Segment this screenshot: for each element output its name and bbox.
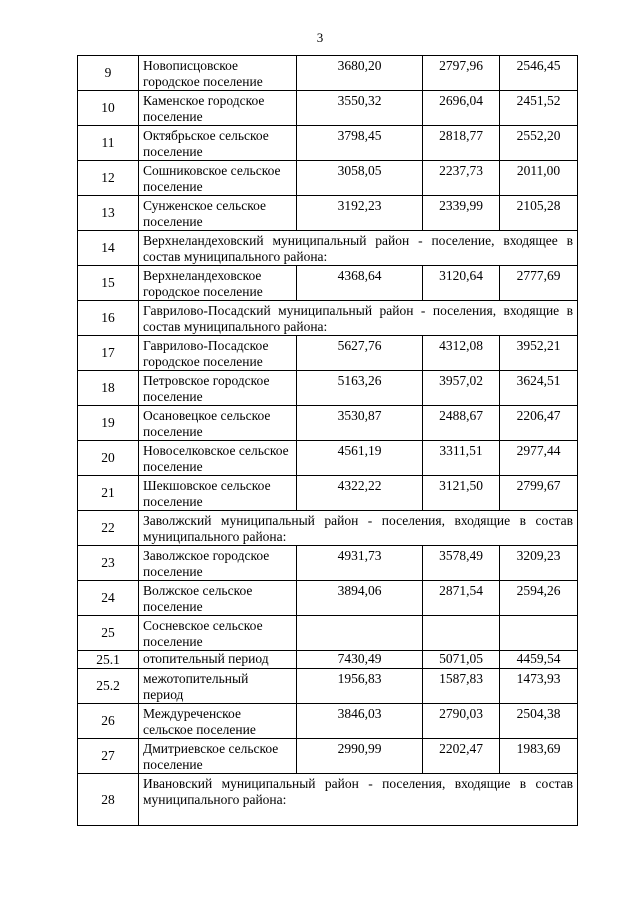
tariff-value-3: 2799,67 [500,476,578,511]
settlement-name: Новоселковское сельское поселение [139,441,297,476]
tariff-value-1: 3894,06 [297,581,423,616]
table-row [78,406,578,441]
row-number: 10 [78,91,139,126]
tariff-value-3: 2451,52 [500,91,578,126]
table-row [78,669,578,704]
tariff-value-3: 3624,51 [500,371,578,406]
row-number: 16 [78,301,139,336]
tariff-value-2: 2797,96 [423,56,500,91]
row-number: 25.2 [78,669,139,704]
tariff-value-1: 4322,22 [297,476,423,511]
tariff-value-2: 5071,05 [423,651,500,669]
tariff-value-1: 1956,83 [297,669,423,704]
tariff-value-3: 2105,28 [500,196,578,231]
settlement-name: Верхнеландеховское городское поселение [139,266,297,301]
table-row [78,616,578,651]
settlement-name: Гаврилово-Посадское городское поселение [139,336,297,371]
table-row [78,336,578,371]
row-number: 11 [78,126,139,161]
district-heading: Гаврилово-Посадский муниципальный район - поселения, входящие в состав муниципального района: [139,301,578,336]
settlement-name: отопительный период [139,651,297,669]
row-number: 23 [78,546,139,581]
row-number: 25.1 [78,651,139,669]
tariff-value-2: 3121,50 [423,476,500,511]
tariff-value-3: 3209,23 [500,546,578,581]
table-row [78,301,578,336]
tariff-value-3: 1983,69 [500,739,578,774]
tariff-value-3: 2552,20 [500,126,578,161]
table-row [78,476,578,511]
tariff-value-3: 1473,93 [500,669,578,704]
tariff-value-2: 2818,77 [423,126,500,161]
settlement-name: межотопительный период [139,669,297,704]
tariff-value-3: 2206,47 [500,406,578,441]
row-number: 20 [78,441,139,476]
row-number: 22 [78,511,139,546]
tariff-value-1: 3798,45 [297,126,423,161]
table-row [78,546,578,581]
tariff-value-2: 3957,02 [423,371,500,406]
district-heading: Ивановский муниципальный район - поселения, входящие в состав муниципального района: [139,774,578,826]
row-number: 28 [78,774,139,826]
table-row [78,126,578,161]
tariff-value-2: 3578,49 [423,546,500,581]
row-number: 27 [78,739,139,774]
row-number: 24 [78,581,139,616]
settlement-name: Сунженское сельское поселение [139,196,297,231]
tariff-value-3 [500,616,578,651]
tariff-value-3: 2504,38 [500,704,578,739]
table-row [78,231,578,266]
row-number: 26 [78,704,139,739]
row-number: 9 [78,56,139,91]
tariff-value-1: 4368,64 [297,266,423,301]
settlement-name: Октябрьское сельское поселение [139,126,297,161]
tariff-value-1: 3680,20 [297,56,423,91]
row-number: 14 [78,231,139,266]
row-number: 21 [78,476,139,511]
settlement-name: Сосневское сельское поселение [139,616,297,651]
settlement-name: Сошниковское сельское поселение [139,161,297,196]
table-row [78,774,578,826]
tariff-value-1: 4931,73 [297,546,423,581]
tariff-value-2 [423,616,500,651]
table-row [78,56,578,91]
district-heading: Заволжский муниципальный район - поселения, входящие в состав муниципального района: [139,511,578,546]
table-row [78,371,578,406]
tariff-value-3: 4459,54 [500,651,578,669]
page-number: 3 [316,30,324,45]
table-row [78,266,578,301]
table-row [78,581,578,616]
table-row [78,704,578,739]
row-number: 15 [78,266,139,301]
settlement-name: Волжское сельское поселение [139,581,297,616]
table-row [78,91,578,126]
settlement-name: Шекшовское сельское поселение [139,476,297,511]
settlement-name: Каменское городское поселение [139,91,297,126]
tariff-value-1: 7430,49 [297,651,423,669]
tariff-value-2: 3311,51 [423,441,500,476]
tariff-value-3: 2977,44 [500,441,578,476]
settlement-name: Заволжское городское поселение [139,546,297,581]
tariff-table-body [78,56,578,826]
district-heading: Верхнеландеховский муниципальный район - поселение, входящее в состав муниципального района: [139,231,578,266]
table-row [78,739,578,774]
tariff-value-2: 3120,64 [423,266,500,301]
tariff-value-2: 2790,03 [423,704,500,739]
table-row [78,161,578,196]
tariff-value-1: 2990,99 [297,739,423,774]
tariff-value-1: 3846,03 [297,704,423,739]
tariff-value-1: 3550,32 [297,91,423,126]
tariff-value-1: 5627,76 [297,336,423,371]
tariff-value-2: 2339,99 [423,196,500,231]
tariff-table [77,55,578,826]
tariff-value-3: 2594,26 [500,581,578,616]
tariff-value-2: 2488,67 [423,406,500,441]
tariff-value-1: 3530,87 [297,406,423,441]
table-row [78,651,578,669]
row-number: 18 [78,371,139,406]
table-row [78,441,578,476]
table-row [78,511,578,546]
tariff-value-1: 4561,19 [297,441,423,476]
row-number: 25 [78,616,139,651]
tariff-value-3: 3952,21 [500,336,578,371]
tariff-value-1: 5163,26 [297,371,423,406]
tariff-value-1: 3058,05 [297,161,423,196]
row-number: 13 [78,196,139,231]
row-number: 12 [78,161,139,196]
settlement-name: Дмитриевское сельское поселение [139,739,297,774]
tariff-value-1 [297,616,423,651]
table-row [78,196,578,231]
tariff-value-2: 2696,04 [423,91,500,126]
settlement-name: Новописцовское городское поселение [139,56,297,91]
tariff-value-1: 3192,23 [297,196,423,231]
tariff-value-3: 2011,00 [500,161,578,196]
row-number: 19 [78,406,139,441]
tariff-value-3: 2546,45 [500,56,578,91]
settlement-name: Петровское городское поселение [139,371,297,406]
row-number: 17 [78,336,139,371]
tariff-value-3: 2777,69 [500,266,578,301]
settlement-name: Междуреченское сельское поселение [139,704,297,739]
tariff-value-2: 4312,08 [423,336,500,371]
tariff-value-2: 2871,54 [423,581,500,616]
tariff-value-2: 2237,73 [423,161,500,196]
settlement-name: Осановецкое сельское поселение [139,406,297,441]
tariff-value-2: 2202,47 [423,739,500,774]
tariff-value-2: 1587,83 [423,669,500,704]
